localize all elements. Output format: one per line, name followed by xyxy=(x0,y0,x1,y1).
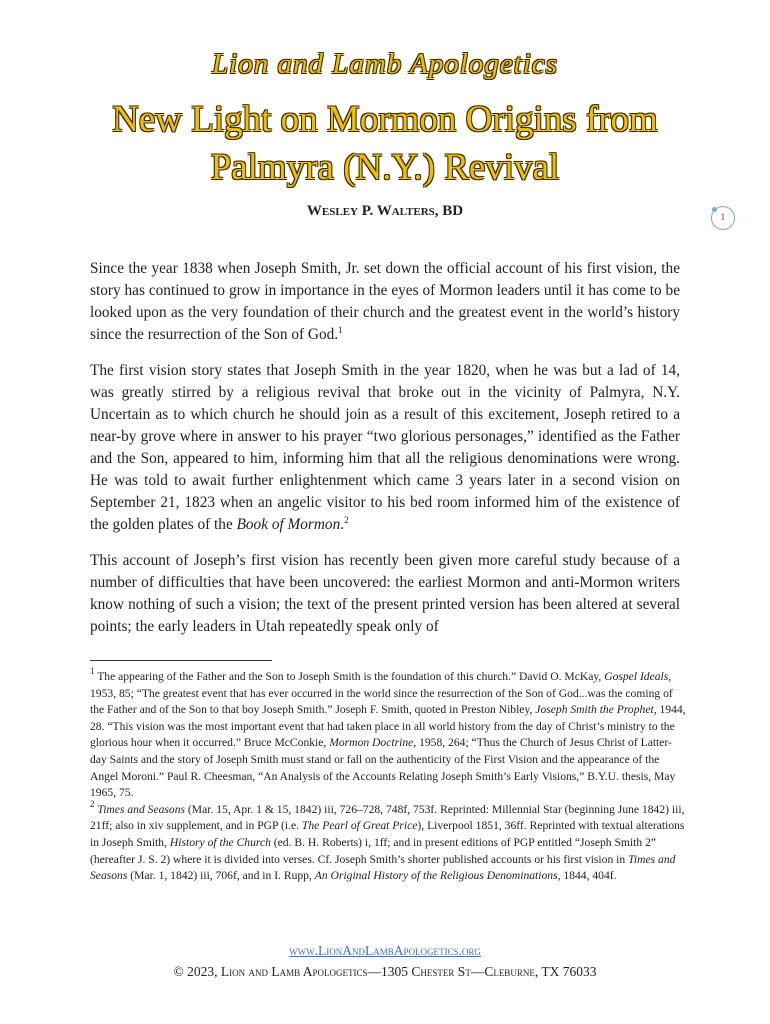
footnote-1 xyxy=(90,666,688,802)
citation-title: Times and Seasons xyxy=(97,802,186,816)
brand-logo-text: Lion and Lamb Apologetics xyxy=(212,48,558,80)
document-title: New Light on Mormon Origins from Palmyra (N.Y.) Revival xyxy=(112,99,658,188)
book-title: Book of Mormon xyxy=(236,516,341,533)
footnote-text: (Mar. 1, 1842) iii, 706f, and in I. Rupp, xyxy=(127,869,315,883)
footnote-number: 2 xyxy=(90,798,95,809)
body-text xyxy=(90,258,680,652)
citation-title: Times and Seasons xyxy=(90,852,676,883)
footnote-text: (ed. B. H. Roberts) i, 1ff; and in present editions of PGP entitled “Joseph Smith 2” (hereafter J. S. 2) where it is divided into verses. Cf. Joseph Smith’s shorter published accounts or his first vision in xyxy=(90,835,657,866)
footnote-text: , 1958, 264; “Thus the Church of Jesus Christ of Latter-day Saints and the story of Joseph Smith must stand or fall on the authenticity of the First Vision and the appearance of the Angel Moroni.” Paul R. Cheesman, “An Analysis of the Accounts Relating Joseph Smith’s Early Visions,” B.Y.U. thesis, May 1965, 75. xyxy=(90,736,676,800)
citation-title: Joseph Smith the Prophet xyxy=(535,703,654,717)
paragraph-3 xyxy=(90,550,680,638)
paragraph-text: . xyxy=(340,516,345,533)
copyright-text: © 2023, Lion and Lamb Apologetics—1305 Chester St—Cleburne, TX 76033 xyxy=(173,964,597,979)
footnote-ref-1[interactable]: 1 xyxy=(338,325,343,335)
page-annotation-marker[interactable]: 1 xyxy=(711,206,735,230)
paragraph-1 xyxy=(90,258,680,346)
page-footer xyxy=(0,940,770,982)
paragraph-text: This account of Joseph’s first vision has recently been given more careful study because of a number of difficulties that have been uncovered: the earliest Mormon and anti-Mormon writers know nothing of such a vision; the text of the present printed version has been altered at several points; the early leaders in Utah repeatedly speak only of xyxy=(90,552,680,635)
citation-title: The Pearl of Great Price xyxy=(301,819,418,833)
footnote-text: The appearing of the Father and the Son to Joseph Smith is the foundation of this church.” David O. McKay, xyxy=(94,670,605,683)
footnote-ref-2[interactable]: 2 xyxy=(344,515,349,525)
citation-title: Mormon Doctrine xyxy=(329,736,414,750)
paragraph-2 xyxy=(90,360,680,536)
citation-title: History of the Church xyxy=(169,835,271,849)
footnote-text: ), Liverpool 1851, 36ff. Reprinted with textual alterations in Joseph Smith, xyxy=(90,819,685,849)
website-link[interactable]: www.LionAndLambApologetics.org xyxy=(289,943,481,958)
paragraph-text: Since the year 1838 when Joseph Smith, Jr. set down the official account of his first vision, the story has continued to grow in importance in the eyes of Mormon leaders until it has come to be looked upon as the very foundation of their church and the greatest event in the world’s history since the resurrection of the Son of God. xyxy=(90,260,680,343)
footnote-2 xyxy=(90,798,688,885)
footnote-text: (Mar. 15, Apr. 1 & 15, 1842) iii, 726–728, 748f, 753f. Reprinted: Millennial Star (beginning June 1842) iii, 21ff; also in xiv supplement, and in PGP (i.e. xyxy=(90,802,685,833)
footnote-divider xyxy=(90,660,272,661)
footnotes xyxy=(90,666,688,885)
footnote-text: , 1953, 85; “The greatest event that has ever occurred in the world since the resurrection of the Son of God...was the coming of the Father and of the Son to that boy Joseph Smith.” Joseph F. Smith, quoted in Preston Nibley, xyxy=(90,670,673,717)
footnote-number: 1 xyxy=(90,666,95,676)
citation-title: Gospel Ideals xyxy=(604,670,669,683)
footnote-text: , 1844, 404f. xyxy=(557,869,617,883)
footnote-text: , 1944, 28. “This vision was the most important event that had taken place in all world history from the day of Christ’s ministry to the glorious hour when it occurred.” Bruce McConkie, xyxy=(90,703,686,750)
paragraph-text: The first vision story states that Joseph Smith in the year 1820, when he was but a lad of 14, was greatly stirred by a religious revival that broke out in the vicinity of Palmyra, N.Y. Uncertain as to which church he should join as a result of this excitement, Joseph retired to a near-by grove where in answer to his prayer “two glorious personages,” identified as the Father and the Son, appeared to him, informing him that all the religious denominations were wrong. He was told to await further enlightenment which came 3 years later in a second vision on September 21, 1823 when an angelic visitor to his bed room informed him of the existence of the golden plates of the xyxy=(90,362,680,533)
citation-title: An Original History of the Religious Denominations xyxy=(314,869,558,883)
author-byline: Wesley P. Walters, BD xyxy=(306,203,464,219)
